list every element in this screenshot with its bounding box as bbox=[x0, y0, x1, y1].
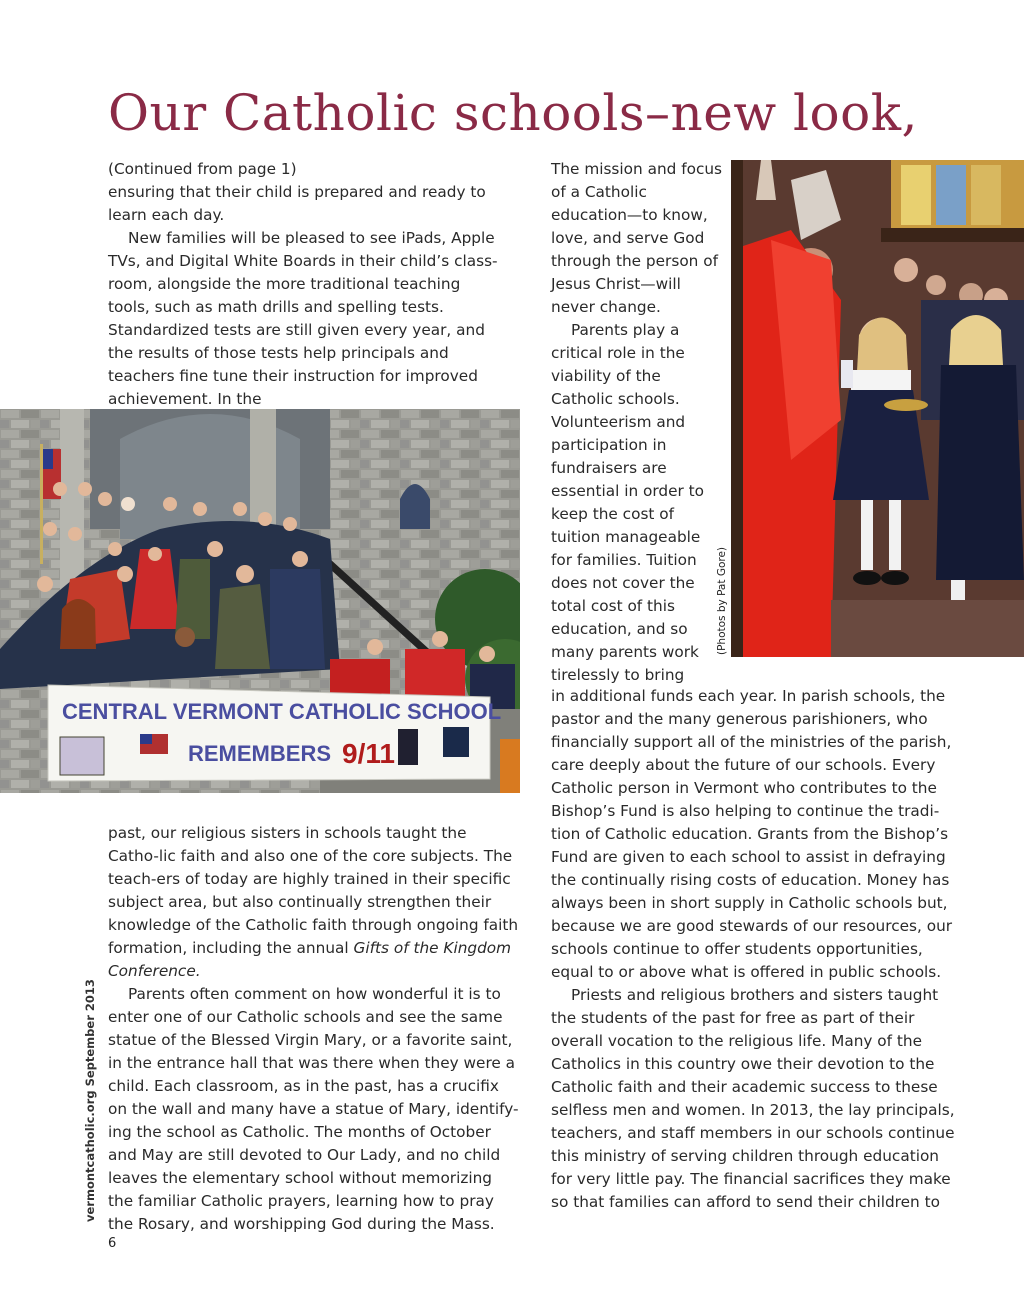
article-column-1-bottom bbox=[108, 822, 520, 1236]
paragraph: Priests and religious brothers and sisters taught the students of the past for free as part of their overall vocation to the religious life. Many of the Catholics in this country owe their devotion to the Catholic faith and their academic success to these selfless men and women. In 2013, the lay principals, teachers, and staff members in our schools continue this ministry of serving children through education for very little pay. The financial sacrifices they make so that families can afford to send their children to bbox=[551, 986, 955, 1211]
paragraph: Parents often comment on how wonderful it is to enter one of our Catholic schools and see the same statue of the Blessed Virgin Mary, or a favorite saint, in the entrance hall that was there when they were a child. Each classroom, as in the past, has a crucifix on the wall and many have a statue of Mary, identify-ing the school as Catholic. The months of October and May are still devoted to Our Lady, and no child leaves the elementary school without memorizing the familiar Catholic prayers, learning how to pray the Rosary, and worshipping God during the Mass. bbox=[108, 985, 519, 1233]
paragraph: in additional funds each year. In parish schools, the pastor and the many generous parishioners, who financially support all of the ministries of the parish, care deeply about the future of our schools. Every Catholic person in Vermont who contributes to the Bishop’s Fund is also helping to continue the tradi-tion of Catholic education. Grants from the Bishop’s Fund are given to each school to assist in defraying the continually rising costs of education. Money has always been in short supply in Catholic schools but, because we are good stewards of our resources, our schools continue to offer students opportunities, equal to or above what is offered in public schools. bbox=[551, 687, 953, 981]
issue-info: vermontcatholic.org September 2013 bbox=[83, 979, 97, 1222]
headline: Our Catholic schools–new look, bbox=[108, 84, 918, 142]
conference-name: Gifts of the Kingdom Conference. bbox=[108, 939, 512, 980]
article-column-2-narrow bbox=[551, 158, 723, 687]
banner bbox=[48, 685, 501, 781]
article-column-1-top bbox=[108, 158, 500, 411]
paragraph: The mission and focus of a Catholic education—to know, love, and serve God through the person of Jesus Christ—will never change. bbox=[551, 160, 723, 316]
page-number: 6 bbox=[108, 1236, 117, 1251]
paragraph: ensuring that their child is prepared and ready to learn each day. bbox=[108, 183, 486, 224]
banner-line-1: CENTRAL VERMONT CATHOLIC SCHOOL bbox=[62, 699, 502, 724]
photo-school-group bbox=[0, 409, 520, 793]
continued-note: (Continued from page 1) bbox=[108, 160, 297, 178]
paragraph bbox=[108, 822, 520, 983]
article-column-2-wide bbox=[551, 685, 961, 1214]
banner-911: 9/11 bbox=[342, 738, 395, 769]
photo-credit: (Photos by Pat Gore) bbox=[716, 546, 728, 655]
banner-line-2: REMEMBERS bbox=[188, 741, 332, 766]
paragraph-text: past, our religious sisters in schools taught the Catho-lic faith and also one of the core subjects. The teach-ers of today are highly trained in their specific subject area, but also continually strengthen their knowledge of the Catholic faith through ongoing faith formation, including the annual bbox=[108, 824, 519, 957]
paragraph: New families will be pleased to see iPads, Apple TVs, and Digital White Boards in their child’s class-room, alongside the more traditional teaching tools, such as math drills and spelling tests. Standardized tests are still given every year, and the results of those tests help principals and teachers fine tune their instruction for improved achievement. In the bbox=[108, 229, 498, 408]
photo-bishop-children bbox=[731, 160, 1024, 657]
paragraph: Parents play a critical role in the viability of the Catholic schools. Volunteerism and participation in fundraisers are essential in order to keep the cost of tuition manageable for families. Tuition does not cover the total cost of this education, and so many parents work tirelessly to bring bbox=[551, 321, 705, 684]
